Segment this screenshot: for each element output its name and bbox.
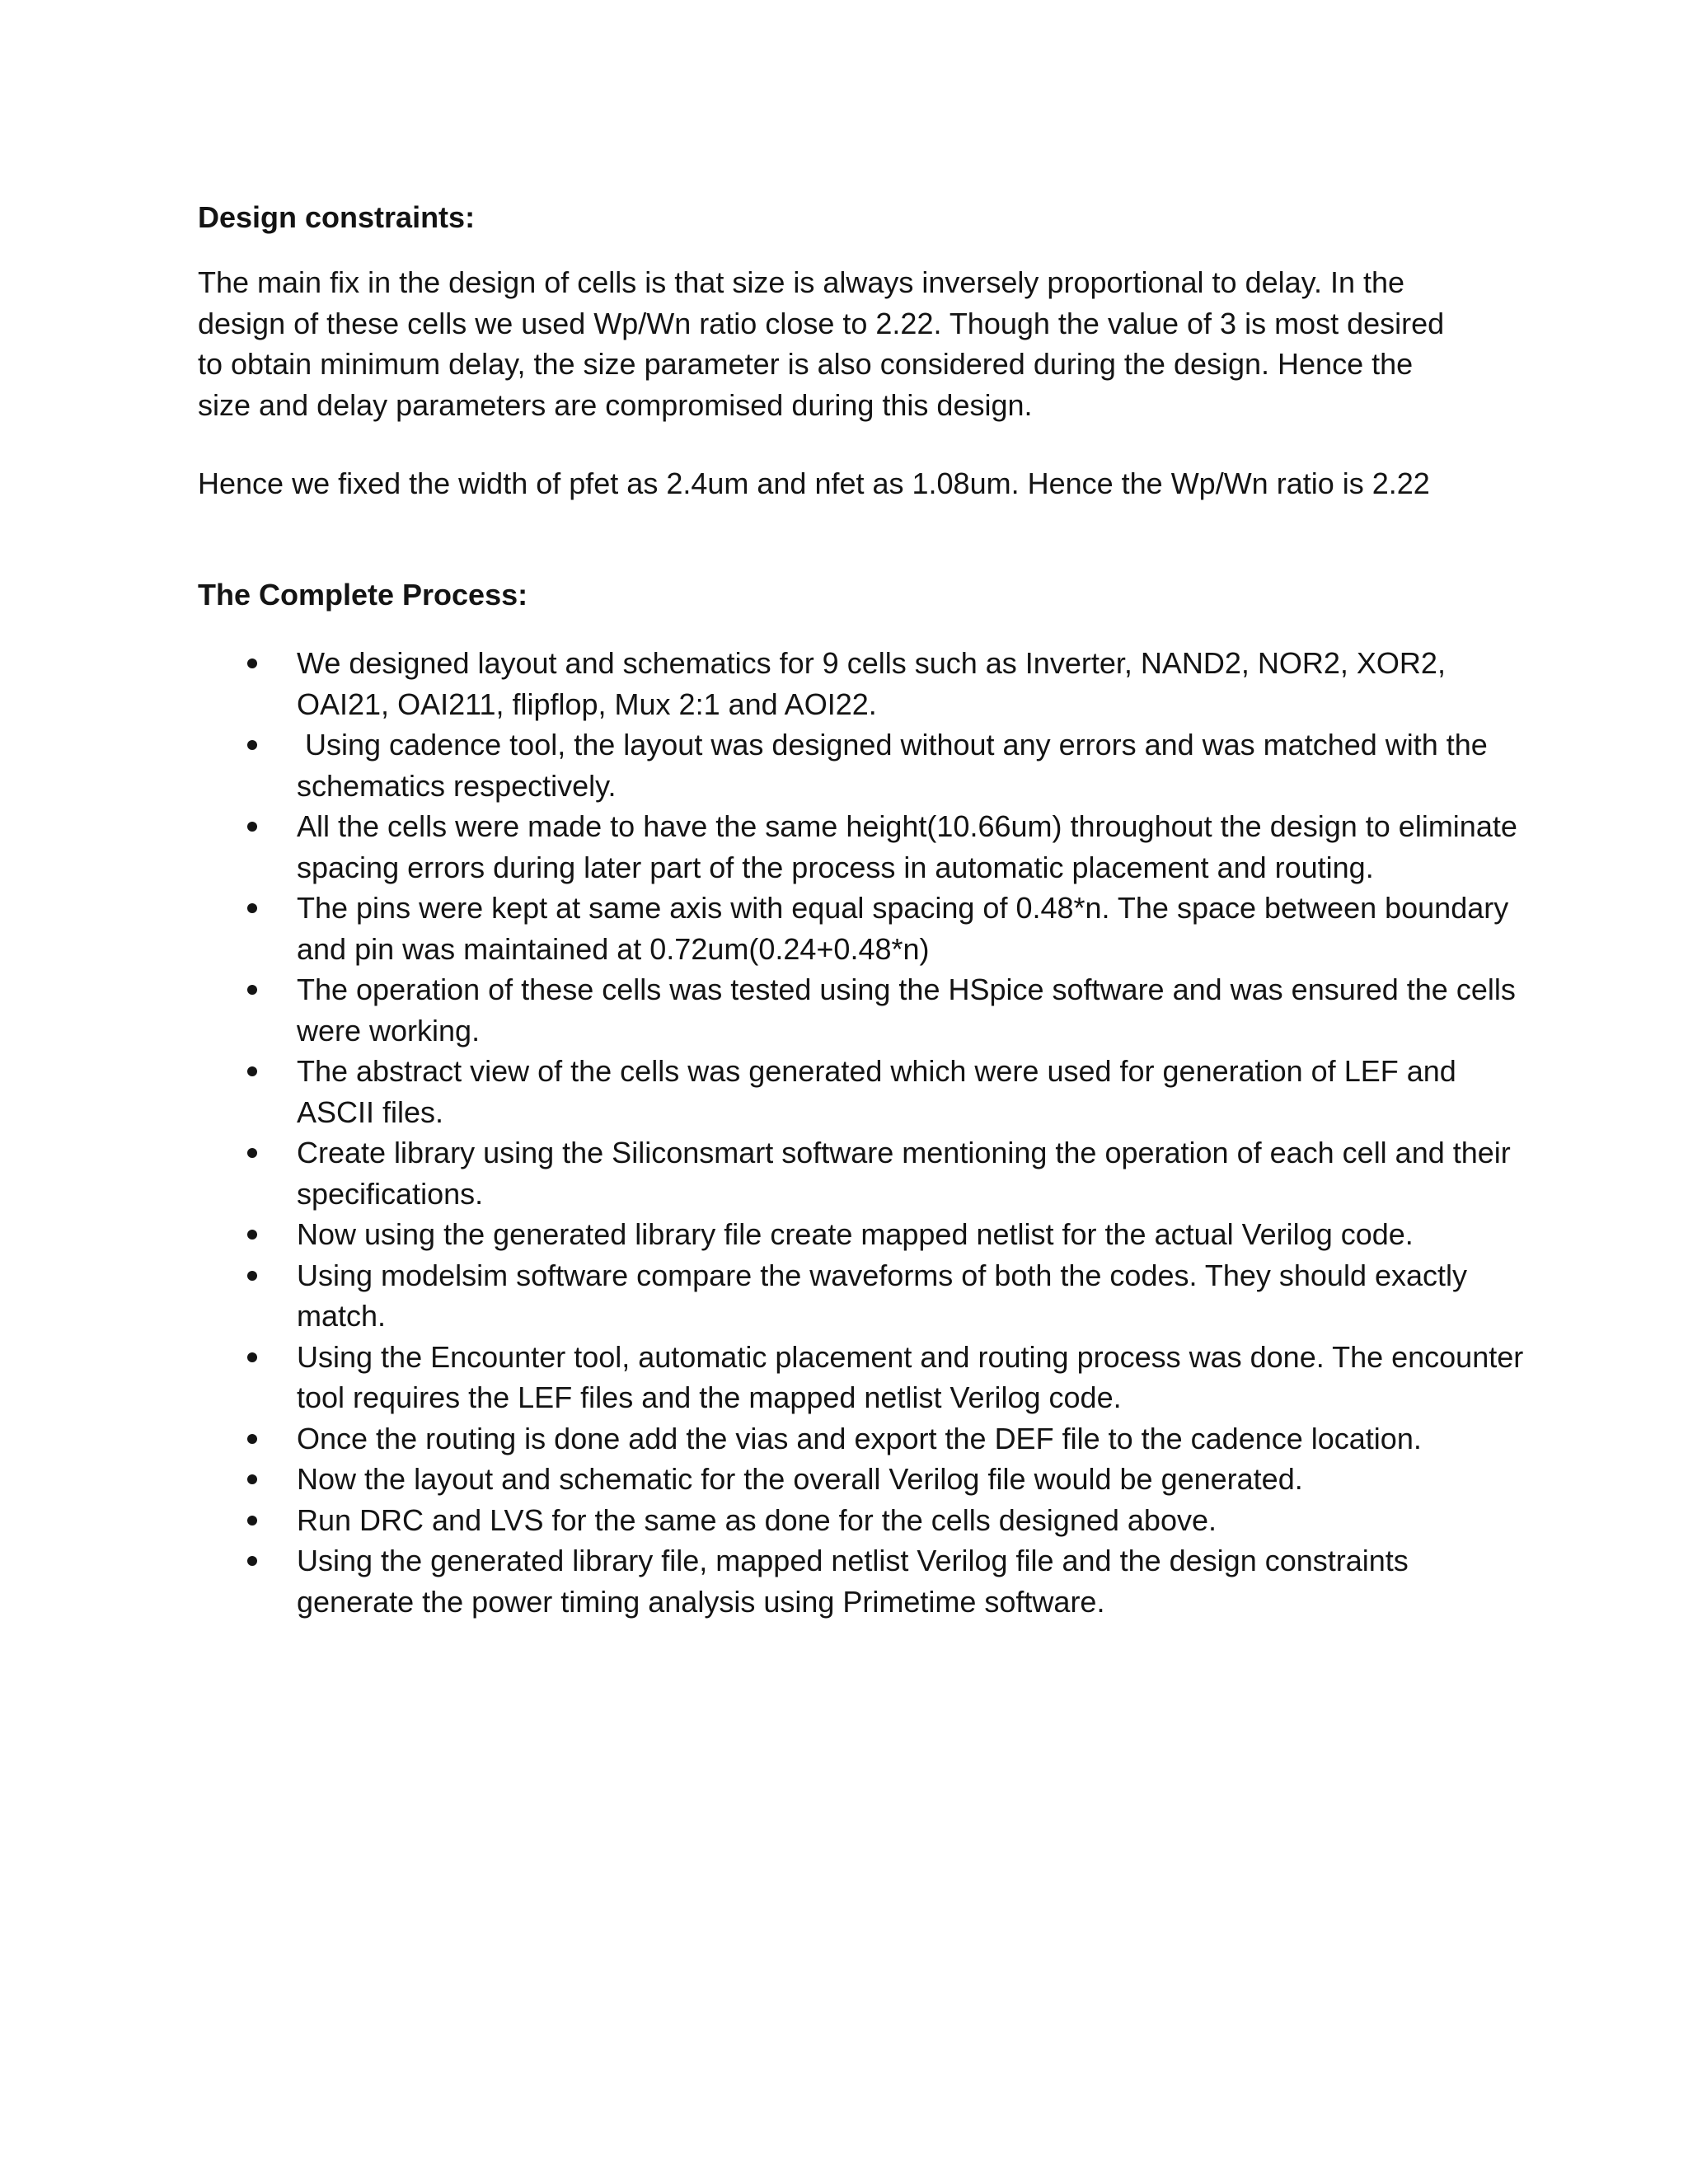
list-item-text: The pins were kept at same axis with equal spacing of 0.48*n. The space between boundary and pin was maintained at 0.72um(0.24+0.48*n) <box>297 891 1509 966</box>
list-item <box>198 888 1533 969</box>
bullet-icon <box>247 1556 257 1566</box>
paragraph-line: The main fix in the design of cells is that size is always inversely proportional to delay. In the <box>198 265 1405 299</box>
bullet-icon <box>247 1148 257 1158</box>
list-item-text: Create library using the Siliconsmart software mentioning the operation of each cell and their specifications. <box>297 1136 1511 1211</box>
paragraph-line: size and delay parameters are compromised during this design. <box>198 387 1033 422</box>
list-item-text: Now using the generated library file create mapped netlist for the actual Verilog code. <box>297 1217 1414 1251</box>
bullet-icon <box>247 1230 257 1240</box>
list-item <box>198 1540 1533 1622</box>
bullet-icon <box>247 658 257 668</box>
paragraph-line: Hence we fixed the width of pfet as 2.4um and nfet as 1.08um. Hence the Wp/Wn ratio is 2.22 <box>198 466 1430 500</box>
bullet-icon <box>247 1066 257 1076</box>
list-item <box>198 1337 1533 1418</box>
list-item <box>198 1255 1533 1337</box>
bullet-icon <box>247 1271 257 1281</box>
list-item <box>198 969 1533 1051</box>
list-item <box>198 1051 1533 1132</box>
complete-process-heading: The Complete Process: <box>198 578 528 612</box>
list-item <box>198 1459 1533 1500</box>
bullet-icon <box>247 740 257 750</box>
list-item-text: Now the layout and schematic for the overall Verilog file would be generated. <box>297 1462 1303 1496</box>
list-item <box>198 1500 1533 1541</box>
design-constraints-paragraph <box>198 262 1517 425</box>
list-item-text: The abstract view of the cells was generated which were used for generation of LEF and ASCII files. <box>297 1054 1456 1129</box>
paragraph-line: to obtain minimum delay, the size parameter is also considered during the design. Hence the <box>198 347 1414 381</box>
process-bullet-list <box>198 643 1533 1622</box>
list-item <box>198 1214 1533 1255</box>
bullet-icon <box>247 822 257 832</box>
bullet-icon <box>247 1474 257 1484</box>
list-item-text: Once the routing is done add the vias and export the DEF file to the cadence location. <box>297 1421 1422 1455</box>
list-item-text: The operation of these cells was tested using the HSpice software and was ensured the cells were working. <box>297 972 1516 1047</box>
design-constraints-heading: Design constraints: <box>198 200 476 234</box>
bullet-icon <box>247 903 257 913</box>
list-item-text: We designed layout and schematics for 9 cells such as Inverter, NAND2, NOR2, XOR2, OAI21, OAI211, flipflop, Mux 2:1 and AOI22. <box>297 646 1446 721</box>
paragraph-line: design of these cells we used Wp/Wn ratio close to 2.22. Though the value of 3 is most desired <box>198 306 1445 340</box>
list-item-text: Using the Encounter tool, automatic placement and routing process was done. The encounter tool requires the LEF files and the mapped netlist Verilog code. <box>297 1339 1524 1414</box>
list-item-text: All the cells were made to have the same height(10.66um) throughout the design to eliminate spacing errors during later part of the process in automatic placement and routing. <box>297 809 1517 884</box>
list-item-text: Run DRC and LVS for the same as done for the cells designed above. <box>297 1502 1217 1537</box>
bullet-icon <box>247 985 257 995</box>
list-item <box>198 1418 1533 1460</box>
width-ratio-paragraph <box>198 463 1517 504</box>
list-item <box>198 1132 1533 1214</box>
list-item <box>198 643 1533 724</box>
list-item-text: Using modelsim software compare the waveforms of both the codes. They should exactly match. <box>297 1258 1468 1333</box>
list-item-text: Using cadence tool, the layout was designed without any errors and was matched with the schematics respectively. <box>297 728 1496 803</box>
list-item <box>198 806 1533 888</box>
list-item <box>198 724 1533 806</box>
bullet-icon <box>247 1352 257 1362</box>
list-item-text: Using the generated library file, mapped netlist Verilog file and the design constraints generate the power timing analysis using Primetime software. <box>297 1544 1409 1619</box>
bullet-icon <box>247 1516 257 1526</box>
bullet-icon <box>247 1434 257 1444</box>
